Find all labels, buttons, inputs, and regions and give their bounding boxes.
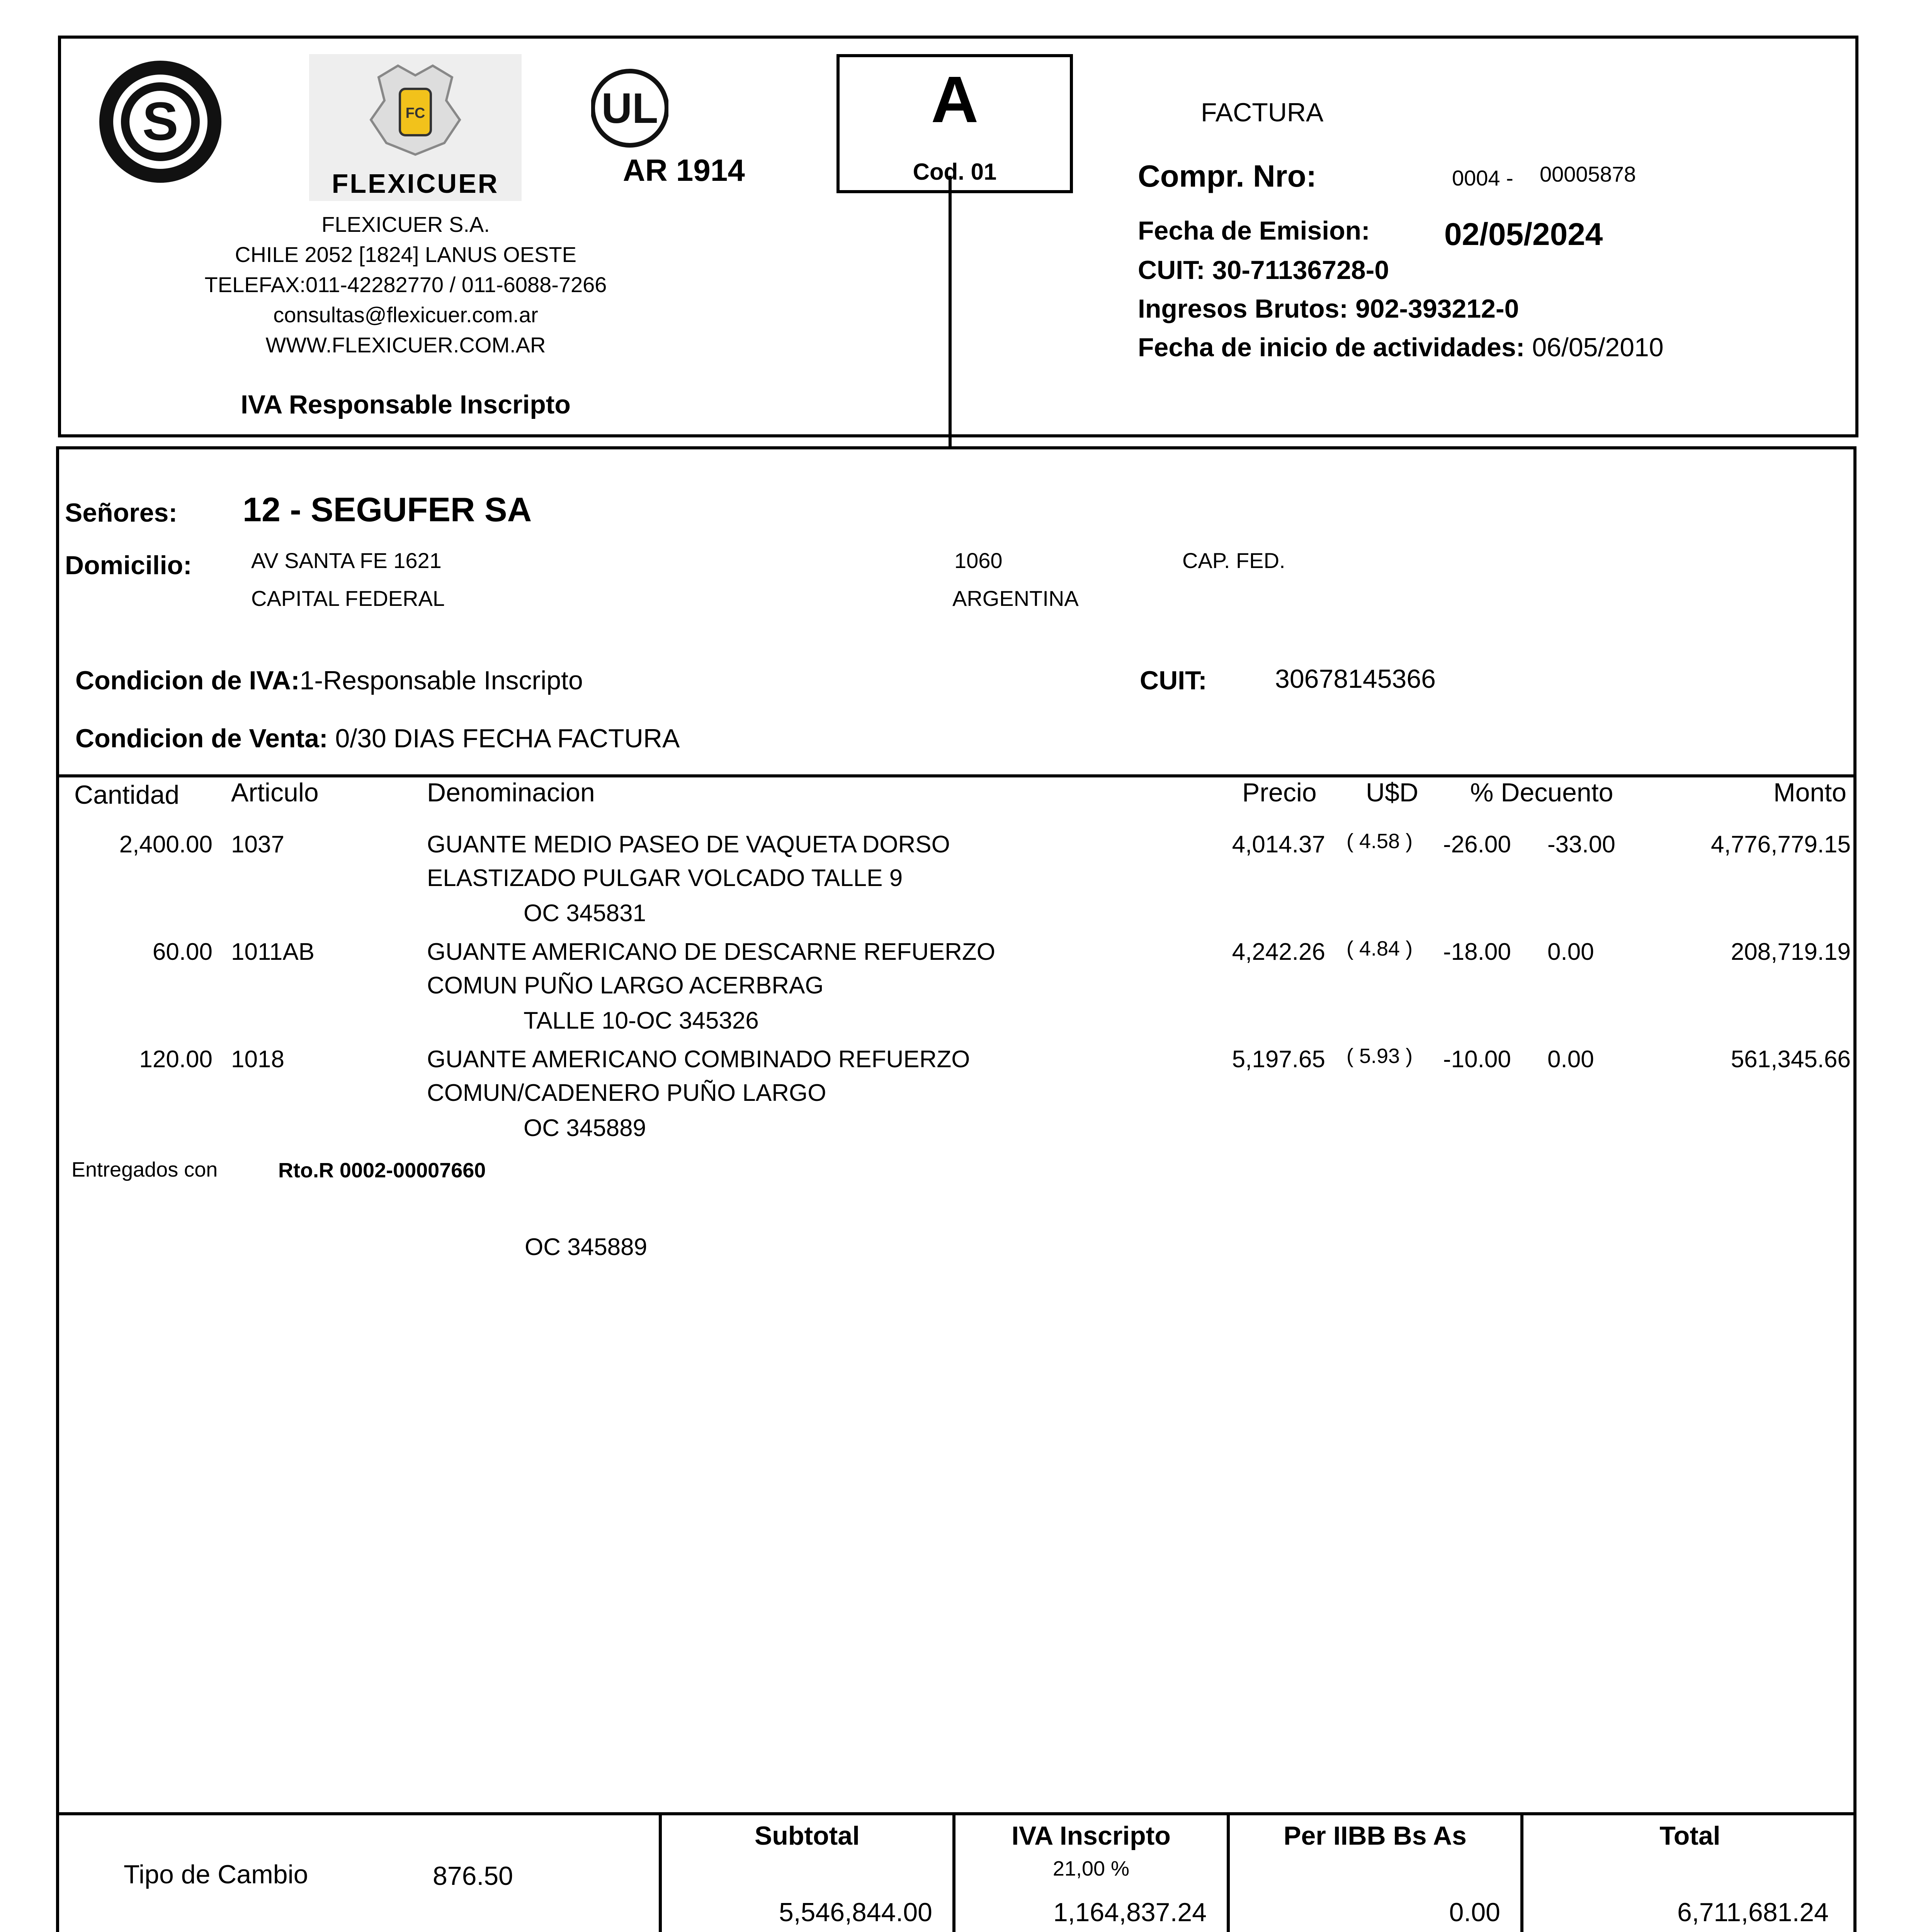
- issue-date: 02/05/2024: [1444, 217, 1603, 252]
- totals-divider: [1227, 1812, 1230, 1932]
- row-discount-2: 0.00: [1547, 1046, 1594, 1073]
- row-usd: ( 4.84 ): [1346, 937, 1413, 960]
- row-desc-line1: GUANTE AMERICANO COMBINADO REFUERZO: [427, 1046, 970, 1073]
- iva-rate: 21,00 %: [1052, 1857, 1130, 1880]
- row-desc-line1: GUANTE AMERICANO DE DESCARNE REFUERZO: [427, 939, 995, 965]
- col-header-price: Precio: [1242, 778, 1317, 807]
- client-street: AV SANTA FE 1621: [251, 548, 442, 573]
- row-price: 5,197.65: [1232, 1046, 1325, 1073]
- ul-listing-code: AR 1914: [623, 153, 745, 187]
- delivered-remito: Rto.R 0002-00007660: [278, 1159, 486, 1182]
- issuer-cuit: CUIT: 30-71136728-0: [1138, 255, 1389, 285]
- company-iva-condition: IVA Responsable Inscripto: [241, 390, 571, 419]
- col-header-qty: Cantidad: [74, 780, 180, 810]
- row-desc-line3: OC 345889: [524, 1115, 646, 1141]
- row-usd: ( 4.58 ): [1346, 830, 1413, 853]
- issuer-iibb: Ingresos Brutos: 902-393212-0: [1138, 294, 1519, 323]
- row-price: 4,014.37: [1232, 831, 1325, 858]
- client-name: 12 - SEGUFER SA: [243, 490, 532, 529]
- row-qty: 60.00: [152, 939, 213, 965]
- subtotal-value: 5,546,844.00: [779, 1898, 932, 1927]
- issue-date-label: Fecha de Emision:: [1138, 216, 1370, 245]
- total-value: 6,711,681.24: [1677, 1898, 1829, 1927]
- invoice-number: 00005878: [1540, 162, 1636, 186]
- col-header-discount: % Decuento: [1470, 778, 1613, 807]
- invoice-title: FACTURA: [1201, 98, 1324, 127]
- col-header-desc: Denominacion: [427, 778, 595, 807]
- sale-condition: [75, 723, 680, 753]
- row-amount: 208,719.19: [1731, 939, 1851, 965]
- subtotal-label: Subtotal: [755, 1821, 860, 1850]
- row-desc-line2: ELASTIZADO PULGAR VOLCADO TALLE 9: [427, 865, 903, 891]
- col-header-article: Articulo: [231, 778, 319, 807]
- client-cuit: 30678145366: [1275, 664, 1436, 694]
- total-label: Total: [1659, 1821, 1720, 1850]
- svg-text:S: S: [142, 91, 179, 151]
- activity-start-date: 06/05/2010: [1532, 333, 1664, 362]
- row-price: 4,242.26: [1232, 939, 1325, 965]
- row-discount-1: -10.00: [1443, 1046, 1511, 1073]
- totals-divider: [952, 1812, 955, 1932]
- row-desc-line1: GUANTE MEDIO PASEO DE VAQUETA DORSO: [427, 831, 950, 858]
- ul-listing-logo-icon: [591, 58, 668, 158]
- row-amount: 4,776,779.15: [1710, 831, 1851, 858]
- row-discount-2: -33.00: [1547, 831, 1615, 858]
- row-discount-2: 0.00: [1547, 939, 1594, 965]
- exchange-value: 876.50: [433, 1861, 513, 1891]
- col-header-usd: U$D: [1366, 778, 1419, 807]
- delivered-label: Entregados con: [71, 1158, 218, 1181]
- company-web: WWW.FLEXICUER.COM.AR: [265, 333, 546, 357]
- row-article: 1011AB: [231, 939, 315, 965]
- doc-type-letter: A: [931, 63, 979, 136]
- extra-note: OC 345889: [525, 1234, 648, 1260]
- client-label: Señores:: [65, 498, 177, 527]
- client-iva-value: 1-Responsable Inscripto: [299, 666, 583, 695]
- svg-text:FC: FC: [405, 105, 425, 121]
- address-label: Domicilio:: [65, 551, 192, 580]
- exchange-label: Tipo de Cambio: [124, 1860, 308, 1889]
- sale-condition-label: Condicion de Venta:: [75, 724, 328, 753]
- row-desc-line2: COMUN/CADENERO PUÑO LARGO: [427, 1080, 826, 1106]
- client-iva-condition: [75, 665, 583, 696]
- sale-condition-value: 0/30 DIAS FECHA FACTURA: [335, 724, 680, 753]
- row-desc-line2: COMUN PUÑO LARGO ACERBRAG: [427, 972, 824, 999]
- iva-amount: 1,164,837.24: [1053, 1898, 1207, 1927]
- client-cuit-label: CUIT:: [1140, 666, 1207, 695]
- iva-label: IVA Inscripto: [1012, 1821, 1171, 1850]
- col-header-amount: Monto: [1773, 778, 1846, 807]
- company-phones: TELEFAX:011-42282770 / 011-6088-7266: [204, 272, 607, 297]
- row-qty: 2,400.00: [119, 831, 213, 858]
- company-name: FLEXICUER S.A.: [321, 212, 490, 236]
- svg-text:UL: UL: [601, 85, 658, 132]
- activity-start-label: Fecha de inicio de actividades:: [1138, 333, 1525, 362]
- header-divider: [949, 176, 952, 446]
- client-items-divider: [56, 774, 1856, 777]
- company-address: CHILE 2052 [1824] LANUS OESTE: [235, 242, 576, 267]
- activity-start: [1138, 332, 1664, 362]
- row-desc-line3: OC 345831: [524, 900, 646, 927]
- row-amount: 561,345.66: [1731, 1046, 1851, 1073]
- invoice-number-label: Compr. Nro:: [1138, 159, 1317, 193]
- perc-label: Per IIBB Bs As: [1284, 1821, 1467, 1850]
- brand-name: FLEXICUER: [332, 168, 499, 199]
- client-zip: 1060: [954, 548, 1003, 573]
- totals-divider: [1520, 1812, 1523, 1932]
- row-discount-1: -18.00: [1443, 939, 1511, 965]
- company-email: consultas@flexicuer.com.ar: [273, 303, 538, 327]
- invoice-point-of-sale: 0004 -: [1452, 166, 1513, 190]
- client-iva-label: Condicion de IVA:: [75, 666, 300, 695]
- perc-amount: 0.00: [1449, 1898, 1500, 1927]
- client-country: ARGENTINA: [952, 586, 1079, 611]
- client-region: CAPITAL FEDERAL: [251, 586, 445, 611]
- row-desc-line3: TALLE 10-OC 345326: [524, 1007, 759, 1034]
- totals-top-line: [56, 1812, 1856, 1815]
- row-article: 1018: [231, 1046, 284, 1073]
- row-article: 1037: [231, 831, 284, 858]
- row-usd: ( 5.93 ): [1346, 1044, 1413, 1068]
- totals-divider: [659, 1812, 662, 1932]
- row-qty: 120.00: [139, 1046, 213, 1073]
- s-seal-logo-icon: [97, 58, 224, 185]
- row-discount-1: -26.00: [1443, 831, 1511, 858]
- client-city: CAP. FED.: [1182, 548, 1285, 573]
- doc-type-code: Cod. 01: [913, 159, 997, 185]
